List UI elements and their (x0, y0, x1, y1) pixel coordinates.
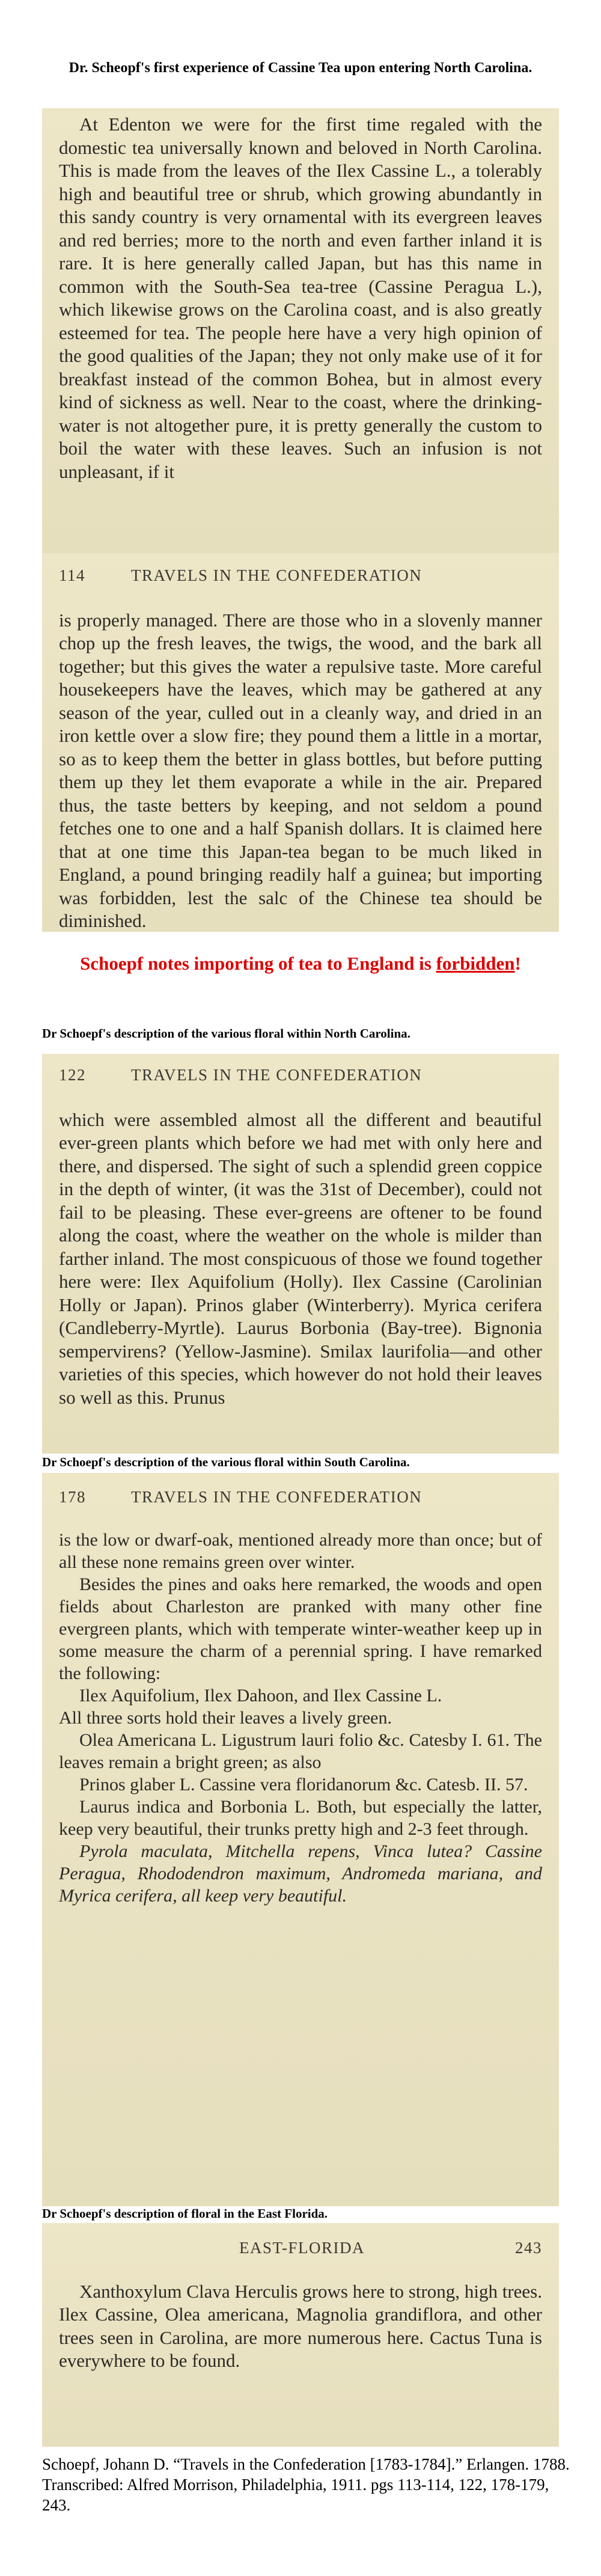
list-item: Laurus indica and Borbonia L. Both, but especially the latter, keep very beautiful, their trunks pretty high and 2-3 feet through. (59, 1797, 542, 1839)
source-citation: Schoepf, Johann D. “Travels in the Confederation [1783-1784].” Erlangen. 1788. Transcribed: Alfred Morrison, Philadelphia, 1911. pgs 113-114, 122, 178-179, 243. (42, 2455, 570, 2514)
excerpt-text: is properly managed. There are those who in a slovenly manner chop up the fresh leaves, the twigs, the wood, and the bark all together; but this gives the water a repulsive taste. More careful housekeepers have the leaves, which may be gathered at any season of the year, culled out in a cleanly way, and dried in an iron kettle over a slow fire; they pound them a little in a mortar, so as to keep them the better in glass bottles, but before putting them up they let them evaporate a while in the air. Prepared thus, the taste betters by keeping, and not seldom a pound fetches one to one and a half Spanish dollars. It is claimed here that at one time this Japan-tea began to be much liked in England, a pound bringing readily half a guinea; but importing was forbidden, lest the salc of the Chinese tea should be diminished. (59, 609, 542, 931)
caption-east-florida: Dr Schoepf's description of floral in the East Florida. (42, 2206, 328, 2221)
scan-excerpt-page-122 (42, 1054, 559, 1454)
list-item: Olea Americana L. Ligustrum lauri folio &c. Catesby I. 61. The leaves remain a bright green; as also (59, 1730, 542, 1772)
excerpt-intro: is the low or dwarf-oak, mentioned already more than once; but of all these none remains green over winter. (59, 1530, 542, 1572)
running-head-title: EAST-FLORIDA (239, 2239, 365, 2257)
page-number: 178 (59, 1488, 86, 1506)
excerpt-text: At Edenton we were for the first time regaled with the domestic tea universally known and beloved in North Carolina. This is made from the leaves of the Ilex Cassine L., a tolerably high and beautiful tree or shrub, which growing abundantly in this sandy country is very ornamental with its evergreen leaves and red berries; more to the north and even farther inland it is rare. It is here generally called Japan, but has this name in common with the South-Sea tea-tree (Cassine Peragua L.), which likewise grows on the Carolina coast, and is also greatly esteemed for tea. The people here have a very high opinion of the good qualities of the Japan; they not only make use of it for breakfast instead of the common Bohea, but in almost every kind of sickness as well. Near to the coast, where the drinking-water is not altogether pure, it is pretty generally the custom to boil the water with these leaves. Such an infusion is not unpleasant, if it (59, 114, 542, 482)
scan-excerpt-page-114 (42, 553, 559, 932)
caption-south-carolina: Dr Schoepf's description of the various floral within South Carolina. (42, 1455, 410, 1469)
list-item: Pyrola maculata, Mitchella repens, Vinca lutea? Cassine Peragua, Rhododendron maximum, Andromeda mariana, and Myrica cerifera, all keep very beautiful. (59, 1841, 542, 1906)
running-head-title: TRAVELS IN THE CONFEDERATION (131, 1488, 423, 1506)
running-head (59, 1486, 542, 1508)
tea-import-note (0, 953, 601, 974)
scan-excerpt-edenton (42, 108, 559, 553)
note-punctuation: ! (514, 953, 521, 974)
excerpt-paragraph: Besides the pines and oaks here remarked, the woods and open fields about Charleston are pranked with many other fine evergreen plants, which with temperate winter-weather keep up in some measure the charm of a perennial spring. I have remarked the following: (59, 1574, 542, 1683)
running-head (59, 1063, 542, 1087)
list-item: Ilex Aquifolium, Ilex Dahoon, and Ilex Cassine L. (79, 1686, 442, 1706)
scan-excerpt-page-243 (42, 2223, 559, 2447)
running-head-title: TRAVELS IN THE CONFEDERATION (131, 1066, 423, 1084)
page-number: 122 (59, 1066, 86, 1084)
running-head (59, 564, 542, 587)
running-head (59, 2236, 542, 2260)
scan-excerpt-page-178 (42, 1473, 559, 2206)
plant-list (59, 1684, 542, 1907)
running-head-title: TRAVELS IN THE CONFEDERATION (131, 566, 423, 584)
excerpt-text: Xanthoxylum Clava Herculis grows here to strong, high trees. Ilex Cassine, Olea americana, Magnolia grandiflora, and other trees seen in Carolina, are more numerous here. Cactus Tuna is everywhere to be found. (59, 2280, 542, 2371)
list-item: All three sorts hold their leaves a lively green. (59, 1708, 392, 1728)
page-number: 114 (59, 566, 85, 584)
page-title: Dr. Scheopf's first experience of Cassine Tea upon entering North Carolina. (69, 60, 532, 76)
note-text: Schoepf notes importing of tea to England is (80, 953, 436, 974)
note-emphasis: forbidden (436, 953, 515, 974)
caption-north-carolina: Dr Schoepf's description of the various floral within North Carolina. (42, 1026, 410, 1041)
excerpt-text: which were assembled almost all the different and beautiful ever-green plants which before we had met with only here and there, and dispersed. The sight of such a splendid green coppice in the depth of winter, (it was the 31st of December), could not fail to be pleasing. These ever-greens are oftener to be found along the coast, where the weather on the whole is milder than farther inland. The most conspicuous of those we found together here were: Ilex Aquifolium (Holly). Ilex Cassine (Carolinian Holly or Japan). Prinos glaber (Winterberry). Myrica cerifera (Candleberry-Myrtle). Laurus Borbonia (Bay-tree). Bignonia sempervirens? (Yellow-Jasmine). Smilax laurifolia—and other varieties of this species, which however do not hold their leaves so well as this. Prunus (59, 1109, 542, 1408)
list-item: Prinos glaber L. Cassine vera floridanorum &c. Catesb. II. 57. (79, 1775, 528, 1794)
page-number: 243 (515, 2239, 542, 2257)
